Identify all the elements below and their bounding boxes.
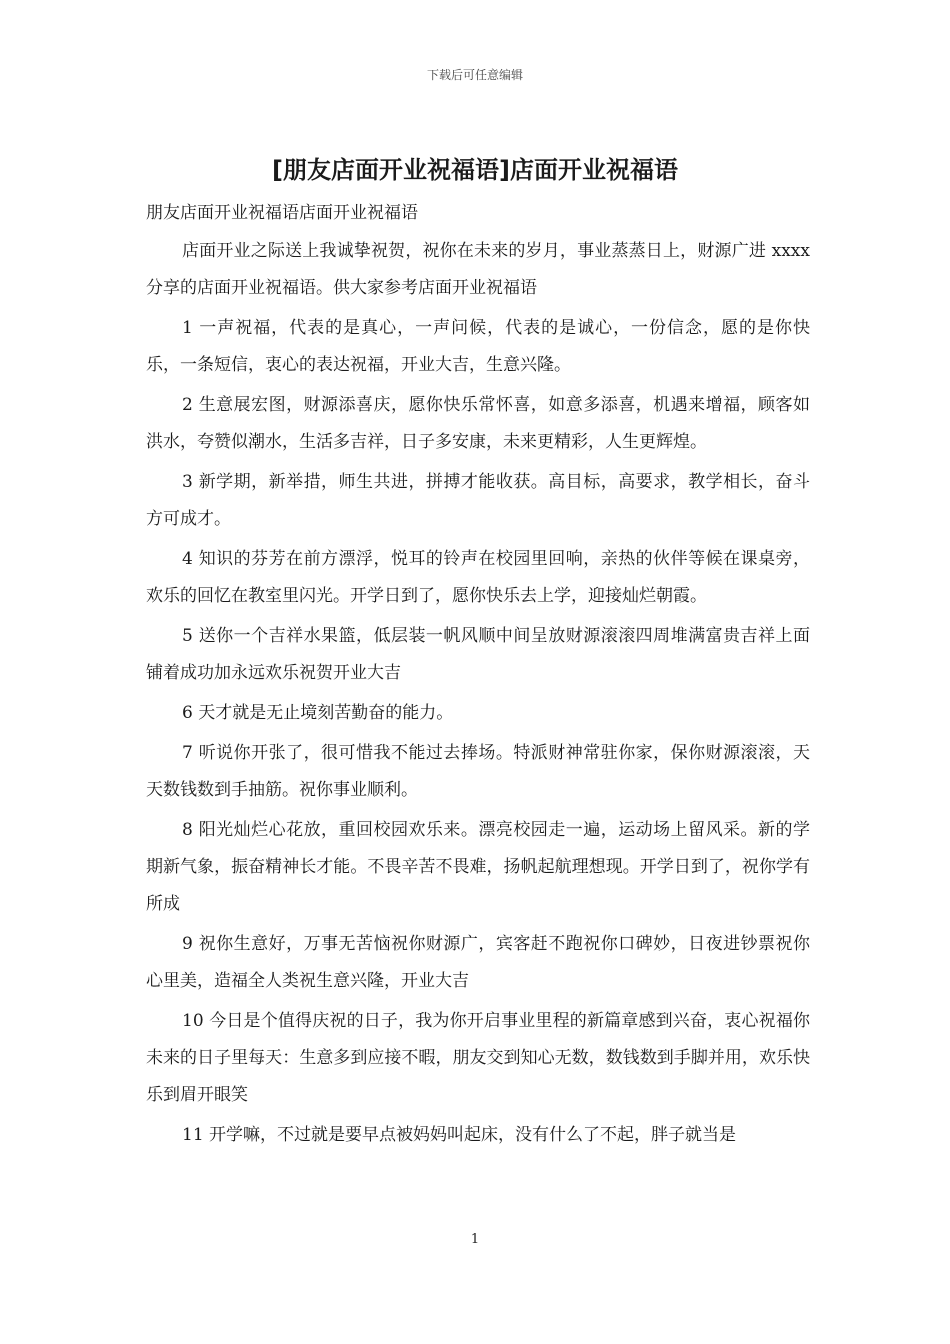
paragraph-intro: 店面开业之际送上我诚挚祝贺，祝你在未来的岁月，事业蒸蒸日上，财源广进 xxxx 分享的店面开业祝福语。供大家参考店面开业祝福语	[146, 241, 810, 298]
paragraph-6: 6 天才就是无止境刻苦勤奋的能力。	[182, 703, 454, 723]
document-title: [朋友店面开业祝福语]店面开业祝福语	[272, 156, 678, 184]
paragraph-11: 11 开学嘛，不过就是要早点被妈妈叫起床，没有什么了不起，胖子就当是	[182, 1125, 737, 1145]
paragraph-4: 4 知识的芬芳在前方漂浮，悦耳的铃声在校园里回响，亲热的伙伴等候在课桌旁，欢乐的回忆在教室里闪光。开学日到了，愿你快乐去上学，迎接灿烂朝霞。	[146, 549, 810, 606]
paragraph-2: 2 生意展宏图，财源添喜庆，愿你快乐常怀喜，如意多添喜，机遇来增福，顾客如洪水，夸赞似潮水，生活多吉祥，日子多安康，未来更精彩，人生更辉煌。	[146, 395, 810, 452]
page-number: 1	[470, 1232, 480, 1247]
paragraph-9: 9 祝你生意好，万事无苦恼祝你财源广，宾客赶不跑祝你口碑妙，日夜进钞票祝你心里美，造福全人类祝生意兴隆，开业大吉	[146, 934, 810, 991]
paragraph-10: 10 今日是个值得庆祝的日子，我为你开启事业里程的新篇章感到兴奋，衷心祝福你未来的日子里每天：生意多到应接不暇，朋友交到知心无数，数钱数到手脚并用，欢乐快乐到眉开眼笑	[146, 1011, 810, 1105]
paragraph-5: 5 送你一个吉祥水果篮，低层装一帆风顺中间呈放财源滚滚四周堆满富贵吉祥上面铺着成功加永远欢乐祝贺开业大吉	[146, 626, 810, 683]
paragraph-7: 7 听说你开张了，很可惜我不能过去捧场。特派财神常驻你家，保你财源滚滚，天天数钱数到手抽筋。祝你事业顺利。	[146, 743, 810, 800]
paragraph-8: 8 阳光灿烂心花放，重回校园欢乐来。漂亮校园走一遍，运动场上留风采。新的学期新气象，振奋精神长才能。不畏辛苦不畏难，扬帆起航理想现。开学日到了，祝你学有所成	[146, 820, 810, 914]
paragraph-1: 1 一声祝福，代表的是真心，一声问候，代表的是诚心，一份信念，愿的是你快乐，一条短信，衷心的表达祝福，开业大吉，生意兴隆。	[146, 318, 810, 375]
document-body	[146, 233, 810, 1157]
header-note: 下载后可任意编辑	[426, 68, 523, 82]
paragraph-3: 3 新学期，新举措，师生共进，拼搏才能收获。高目标，高要求，教学相长，奋斗方可成才。	[146, 472, 810, 529]
document-subtitle: 朋友店面开业祝福语店面开业祝福语	[146, 203, 418, 223]
